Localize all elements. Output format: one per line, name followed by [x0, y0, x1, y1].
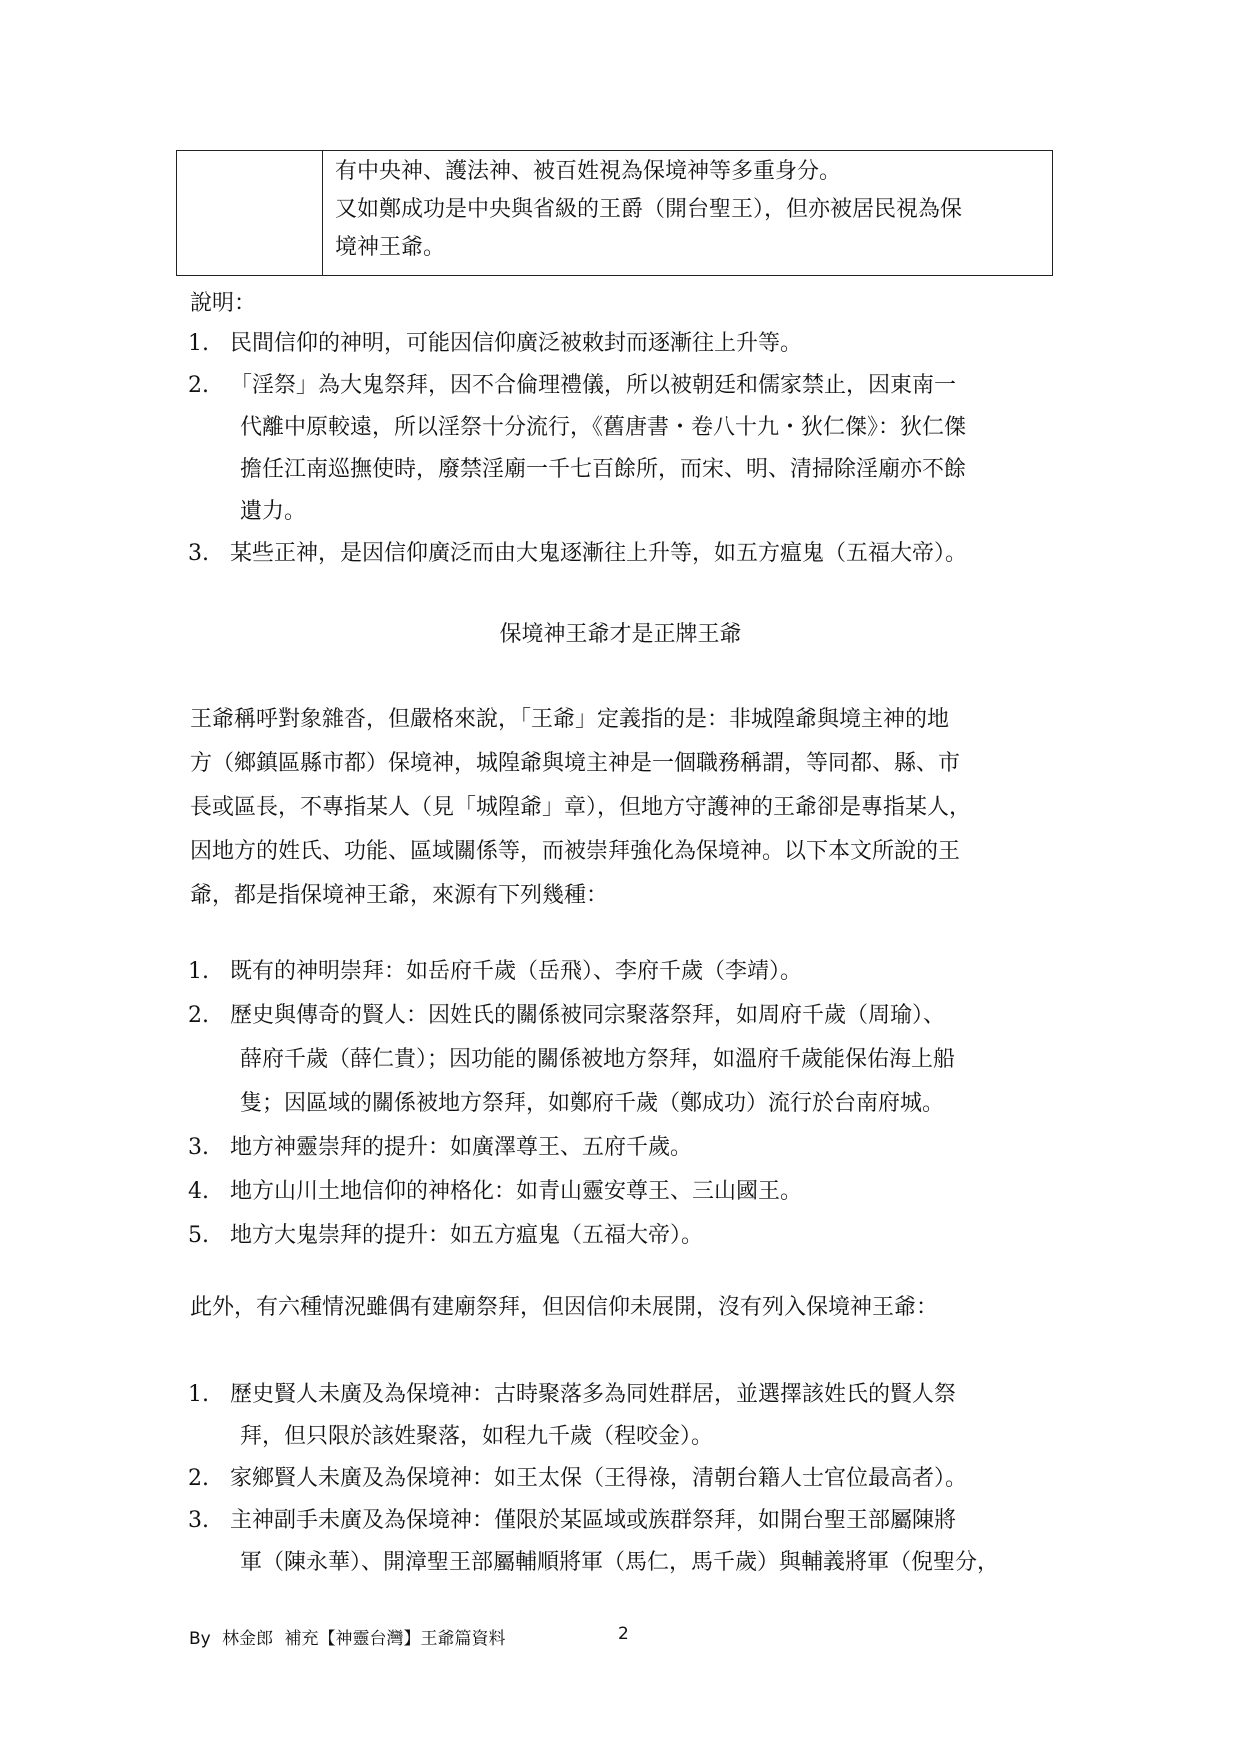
- exceptions-list: [188, 1374, 999, 1584]
- list-item: [188, 1500, 999, 1584]
- list-item: [188, 323, 967, 365]
- list-text: 既有的神明崇拜：如岳府千歲（岳飛）、李府千歲（李靖）。: [230, 959, 803, 984]
- table-right-cell: [323, 151, 1053, 276]
- list-text: 民間信仰的神明，可能因信仰廣泛被敕封而逐漸往上升等。: [230, 331, 803, 356]
- list-number: 5.: [188, 1223, 209, 1248]
- notes-label: 說明：: [190, 291, 257, 316]
- continued-table: [176, 150, 1053, 276]
- list-number: 3.: [188, 541, 209, 566]
- list-number: 1.: [188, 331, 209, 356]
- paragraph-line: 此外，有六種情況雖偶有建廟祭拜，但因信仰未展開，沒有列入保境神王爺：: [190, 1295, 939, 1320]
- body-paragraph: [190, 1286, 938, 1330]
- list-text: 地方山川土地信仰的神格化：如青山靈安尊王、三山國王。: [230, 1179, 803, 1204]
- footer-by: By: [189, 1629, 211, 1649]
- list-text: 某些正神，是因信仰廣泛而由大鬼逐漸往上升等，如五方瘟鬼（五福大帝）。: [230, 541, 968, 566]
- list-text: 地方神靈崇拜的提升：如廣澤尊王、五府千歲。: [230, 1135, 693, 1160]
- list-number: 3.: [188, 1135, 209, 1160]
- list-item: [188, 1170, 955, 1214]
- list-item: [188, 994, 955, 1126]
- list-item: [188, 1458, 999, 1500]
- list-text: 拜，但只限於該姓聚落，如程九千歲（程咬金）。: [240, 1424, 714, 1449]
- section-heading: 保境神王爺才是正牌王爺: [499, 622, 742, 647]
- paragraph-line: 方（鄉鎮區縣市都）保境神，城隍爺與境主神是一個職務稱謂，等同都、縣、市: [190, 751, 961, 776]
- list-text: 家鄉賢人未廣及為保境神：如王太保（王得祿，清朝台籍人士官位最高者）。: [230, 1466, 968, 1491]
- list-number: 2.: [188, 1466, 209, 1491]
- table-line: 有中央神、護法神、被百姓視為保境神等多重身分。: [335, 159, 842, 184]
- list-item: [188, 533, 967, 575]
- list-number: 2.: [188, 1003, 209, 1028]
- paragraph-line: 爺，都是指保境神王爺，來源有下列幾種：: [190, 883, 609, 908]
- table-line: 又如鄭成功是中央與省級的王爵（開台聖王），但亦被居民視為保: [335, 197, 963, 222]
- page-number: 2: [618, 1624, 629, 1644]
- list-number: 1.: [188, 1382, 209, 1407]
- body-paragraph: [190, 698, 971, 918]
- list-number: 4.: [188, 1179, 209, 1204]
- list-text: 擔任江南巡撫使時，廢禁淫廟一千七百餘所，而宋、明、清掃除淫廟亦不餘: [240, 457, 967, 482]
- list-text: 代離中原較遠，所以淫祭十分流行，《舊唐書・卷八十九・狄仁傑》：狄仁傑: [240, 415, 967, 440]
- list-text: 「淫祭」為大鬼祭拜，因不合倫理禮儀，所以被朝廷和儒家禁止，因東南一: [230, 373, 957, 398]
- list-number: 3.: [188, 1508, 209, 1533]
- paragraph-line: 長或區長，不專指某人（見「城隍爺」章），但地方守護神的王爺卻是專指某人，: [190, 795, 972, 820]
- footer-author: 林金郎: [222, 1629, 274, 1649]
- list-item: [188, 1374, 999, 1458]
- list-text: 主神副手未廣及為保境神：僅限於某區域或族群祭拜，如開台聖王部屬陳將: [230, 1508, 957, 1533]
- list-text: 地方大鬼崇拜的提升：如五方瘟鬼（五福大帝）。: [230, 1223, 704, 1248]
- sources-list: [188, 950, 955, 1258]
- list-text: 隻；因區域的關係被地方祭拜，如鄭府千歲（鄭成功）流行於台南府城。: [240, 1091, 945, 1116]
- notes-list: [188, 323, 967, 575]
- table-line: 境神王爺。: [335, 235, 446, 260]
- list-item: [188, 1126, 955, 1170]
- list-number: 2.: [188, 373, 209, 398]
- list-number: 1.: [188, 959, 209, 984]
- footer-text: 補充【神靈台灣】王爺篇資料: [284, 1629, 506, 1649]
- list-text: 薛府千歲（薛仁貴）；因功能的關係被地方祭拜，如溫府千歲能保佑海上船: [240, 1047, 956, 1072]
- list-text: 軍（陳永華）、開漳聖王部屬輔順將軍（馬仁，馬千歲）與輔義將軍（倪聖分，: [240, 1550, 1000, 1575]
- list-item: [188, 365, 967, 533]
- paragraph-line: 因地方的姓氏、功能、區域關係等，而被崇拜強化為保境神。以下本文所說的王: [190, 839, 961, 864]
- list-item: [188, 1214, 955, 1258]
- list-text: 歷史與傳奇的賢人：因姓氏的關係被同宗聚落祭拜，如周府千歲（周瑜）、: [230, 1003, 946, 1028]
- list-item: [188, 950, 955, 994]
- list-text: 歷史賢人未廣及為保境神：古時聚落多為同姓群居，並選擇該姓氏的賢人祭: [230, 1382, 957, 1407]
- list-text: 遺力。: [240, 499, 307, 524]
- table-row: [177, 151, 1053, 276]
- page-footer: [189, 1624, 512, 1649]
- table-left-cell: [177, 151, 323, 276]
- paragraph-line: 王爺稱呼對象雜沓，但嚴格來說，「王爺」定義指的是：非城隍爺與境主神的地: [190, 707, 950, 732]
